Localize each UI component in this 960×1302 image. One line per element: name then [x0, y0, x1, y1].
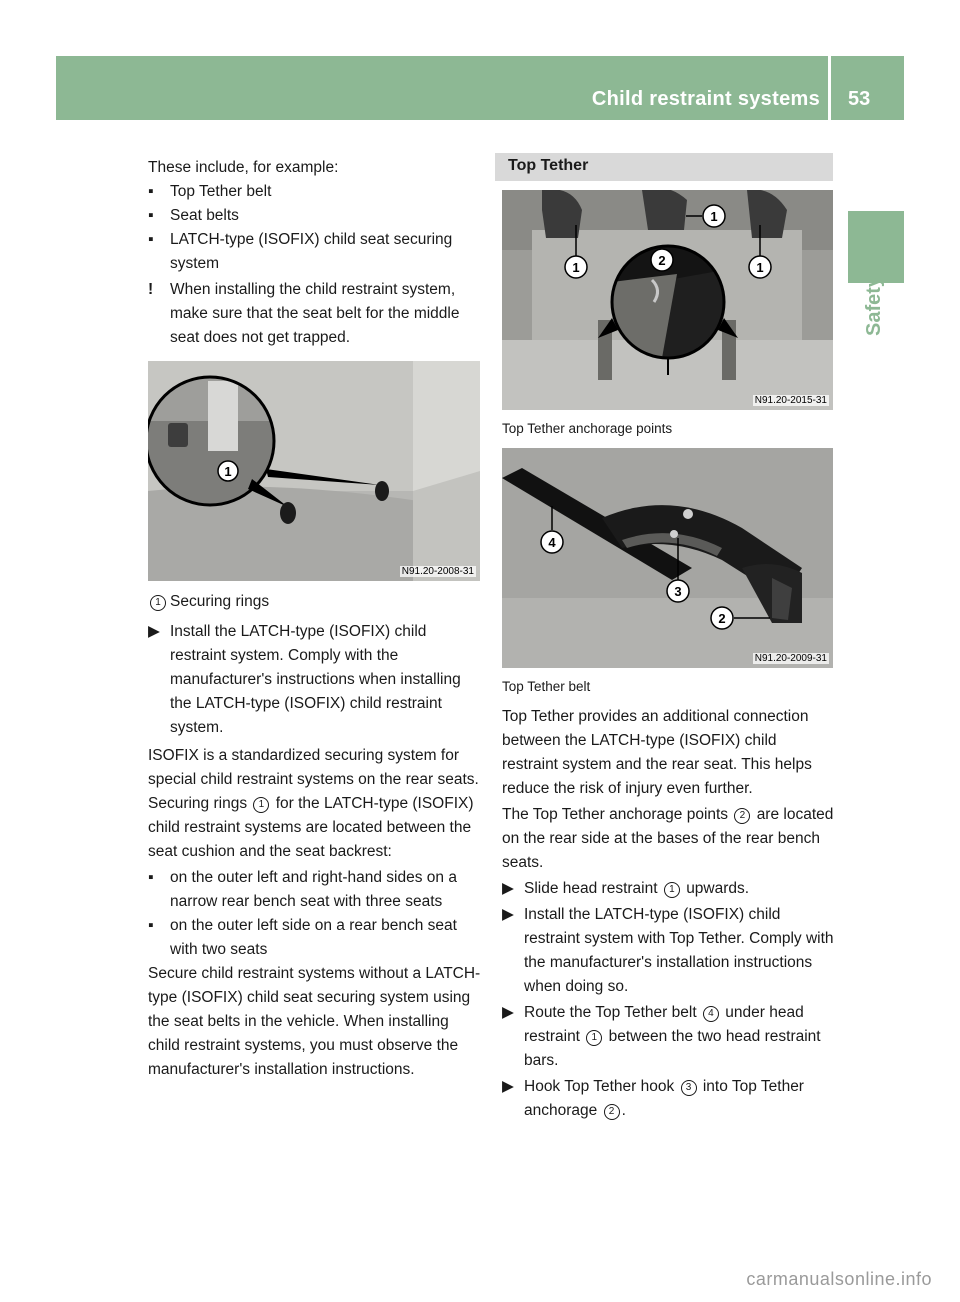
- ref-number: 2: [604, 1104, 620, 1120]
- warning-note: ! When installing the child restraint system, make sure that the seat belt for the middle seat does not get trapped.: [148, 278, 483, 350]
- list-item: ▪ LATCH-type (ISOFIX) child seat securing system: [148, 231, 453, 272]
- anchorage-paragraph: The Top Tether anchorage points 2 are located on the rear side at the bases of the rear bench seats.: [502, 806, 834, 871]
- svg-text:1: 1: [756, 260, 764, 275]
- list-item: ▪ on the outer left side on a rear bench seat with two seats: [148, 917, 457, 958]
- image-caption: Top Tether anchorage points: [502, 421, 673, 436]
- instruction-step: ▶ Hook Top Tether hook 3 into Top Tether anchorage 2 .: [502, 1078, 804, 1119]
- list-item: ▪ on the outer left and right-hand sides on a narrow rear bench seat with three seats: [148, 869, 457, 910]
- svg-text:2: 2: [658, 253, 666, 268]
- closing-paragraph: Secure child restraint systems without a LATCH-type (ISOFIX) child seat securing system using the seat belts in the vehicle. When installing child restraint systems, you must observe the manufacturer's installation instructions.: [148, 965, 481, 1078]
- image-code: N91.20-2015-31: [754, 395, 827, 406]
- instruction-step: ▶ Install the LATCH-type (ISOFIX) child restraint system. Comply with the manufacturer's instructions when installing the LATCH-type (ISOFIX) child restraint system.: [148, 623, 461, 736]
- ref-number: 1: [586, 1030, 602, 1046]
- page-title: Child restraint systems: [591, 88, 820, 110]
- instruction-step: ▶ Slide head restraint 1 upwards.: [502, 880, 750, 897]
- callout-number: 1: [224, 464, 232, 479]
- page-number: 53: [848, 88, 871, 110]
- side-tab-label: Safety: [863, 275, 885, 336]
- image-caption: Top Tether belt: [502, 679, 591, 694]
- securing-rings-photo: [148, 361, 480, 581]
- instruction-step: ▶ Route the Top Tether belt 4 under head restraint 1 between the two head restraint bars.: [502, 1004, 821, 1069]
- instruction-step: ▶ Install the LATCH-type (ISOFIX) child restraint system with Top Tether. Comply with the manufacturer's installation instructions when doing so.: [502, 906, 834, 995]
- side-tab-marker: [848, 211, 904, 283]
- image-code: N91.20-2008-31: [401, 566, 474, 577]
- ref-number: 4: [703, 1006, 719, 1022]
- image-code: N91.20-2009-31: [754, 653, 827, 664]
- left-column-bottom: [148, 590, 483, 1082]
- watermark: carmanualsonline.info: [746, 1269, 932, 1289]
- tether-belt-photo: [502, 448, 833, 668]
- svg-text:4: 4: [548, 535, 556, 550]
- ref-number: 3: [681, 1080, 697, 1096]
- header-divider: [828, 56, 831, 120]
- ref-number: 1: [664, 882, 680, 898]
- section-heading: Top Tether: [495, 153, 833, 181]
- svg-text:1: 1: [572, 260, 580, 275]
- left-column-top: [148, 156, 483, 350]
- list-item: ▪ Seat belts: [148, 207, 239, 224]
- svg-text:1: 1: [710, 209, 718, 224]
- svg-text:3: 3: [674, 584, 682, 599]
- intro-text: These include, for example:: [148, 159, 339, 176]
- warning-icon: !: [148, 281, 154, 298]
- right-column-body: [502, 705, 836, 1123]
- tether-paragraph: Top Tether provides an additional connection between the LATCH-type (ISOFIX) child restraint system and the rear seat. This helps reduce the risk of injury even further.: [502, 708, 812, 797]
- legend-number: 1: [150, 595, 166, 611]
- isofix-paragraph: ISOFIX is a standardized securing system for special child restraint systems on the rear seats. Securing rings 1 for the LATCH-type (ISOFIX) child restraint systems are located between the seat cushion and the seat backrest:: [148, 747, 479, 860]
- anchorage-points-photo: [502, 190, 833, 410]
- ref-number: 2: [734, 808, 750, 824]
- ref-number: 1: [253, 797, 269, 813]
- svg-text:2: 2: [718, 611, 726, 626]
- list-item: ▪ Top Tether belt: [148, 183, 272, 200]
- legend-item: 1 Securing rings: [148, 590, 483, 614]
